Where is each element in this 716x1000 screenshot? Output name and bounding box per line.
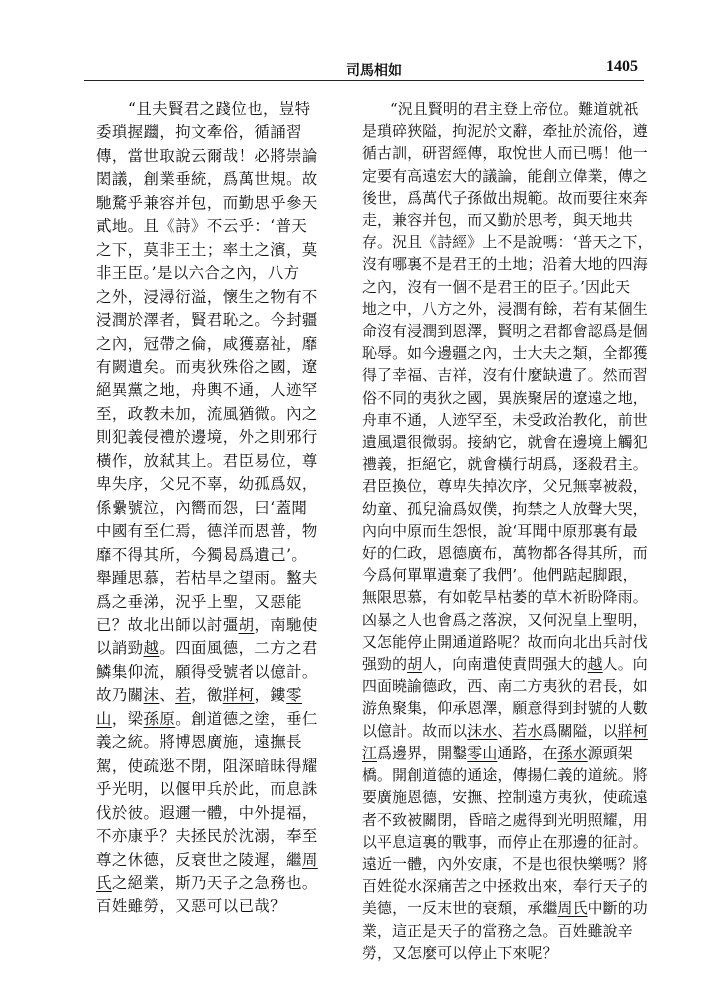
- text-line: [96, 544, 324, 567]
- text-line: [96, 403, 324, 426]
- text-segment: 卑失序，父兄不辜，幼孤爲奴，: [96, 475, 318, 494]
- text-line: [362, 453, 648, 475]
- text-line: [362, 764, 648, 786]
- text-segment: ，鏤: [254, 686, 287, 705]
- text-line: [362, 120, 648, 142]
- text-segment: 至，政教未加，流風猶微。內之: [96, 404, 318, 423]
- text-line: [362, 298, 648, 320]
- text-segment: 百姓雖勞，又惡可以已哉？: [96, 897, 287, 916]
- text-line: [96, 731, 324, 754]
- text-line: [96, 591, 324, 614]
- text-segment: 通路，在: [497, 743, 558, 762]
- text-segment: 又怎能停止開通道路呢？故而向北出兵討伐: [362, 632, 648, 651]
- text-line: [96, 567, 324, 590]
- proper-name: 孫水: [557, 743, 588, 762]
- page-number: 1405: [606, 58, 638, 75]
- text-line: [362, 498, 648, 520]
- proper-name: 越: [587, 655, 603, 674]
- text-line: [362, 697, 648, 719]
- text-line: [362, 897, 648, 919]
- text-line: [362, 475, 648, 497]
- text-segment: 君臣換位，尊卑失掉次序，父兄無辜被殺，: [362, 477, 648, 496]
- text-segment: 駕，使疏逖不閉，阻深暗昧得耀: [96, 756, 318, 775]
- proper-name: 氏: [96, 873, 112, 892]
- text-segment: 以億計。故而以: [362, 721, 468, 740]
- text-line: [362, 742, 640, 764]
- text-line: [362, 409, 648, 431]
- text-line: [96, 473, 324, 496]
- proper-name: 胡: [407, 655, 423, 674]
- text-segment: 伐於彼。遐邇一體，中外提福，: [96, 803, 318, 822]
- text-line: [362, 786, 648, 808]
- text-line: [362, 142, 648, 164]
- text-segment: “況且賢明的君主登上帝位。難道就祇: [390, 100, 639, 118]
- page-header: [84, 58, 644, 81]
- text-line: [362, 320, 648, 342]
- text-line: [362, 653, 648, 675]
- text-line: [96, 825, 324, 848]
- text-line: [96, 121, 324, 144]
- text-segment: 遺風還很微弱。接納它，就會在邊境上觸犯: [362, 433, 648, 452]
- proper-name: 孫原: [143, 709, 176, 728]
- text-line: [96, 286, 324, 309]
- proper-name: 越: [143, 639, 160, 658]
- proper-name: 胡: [238, 615, 255, 634]
- text-segment: 存。況且《詩經》上不是說嗎：‘普天之下，: [362, 233, 653, 252]
- text-segment: 循古訓，研習經傳，取悅世人而已嗎！他一: [362, 144, 648, 163]
- text-line: [96, 262, 324, 285]
- text-segment: 爲邊界，開鑿: [377, 743, 468, 762]
- text-segment: 、: [159, 686, 176, 705]
- text-segment: 美德，一反末世的衰頹，承繼: [362, 899, 558, 918]
- text-segment: 義之統。將博恩廣施，遠撫長: [96, 733, 302, 752]
- text-segment: 游魚聚集，仰承恩澤，願意得到封號的人數: [362, 699, 648, 718]
- text-line: [96, 778, 324, 801]
- text-line: [96, 802, 324, 825]
- text-segment: 爲之垂涕，況乎上聖，又惡能: [96, 592, 302, 611]
- proper-name: 沫: [143, 686, 160, 705]
- text-line: [362, 187, 648, 209]
- translation-column: [362, 98, 653, 964]
- text-line: [96, 168, 324, 191]
- text-segment: 禮義，拒絕它，就會橫行胡爲，逐殺君主。: [362, 455, 648, 474]
- text-line: [362, 831, 648, 853]
- text-line: [362, 165, 648, 187]
- text-segment: 人，向南遣使責問强大的: [422, 655, 588, 674]
- text-segment: 之內，沒有一個不是君王的臣子。’因此天: [362, 277, 631, 296]
- text-segment: 之絕業，斯乃天子之急務也。: [111, 873, 318, 892]
- text-line: [362, 942, 640, 964]
- text-line: [96, 98, 324, 121]
- text-segment: 遠近一體，內外安康，不是也很快樂嗎？將: [362, 854, 648, 873]
- text-line: [96, 895, 324, 918]
- proper-name: 牂柯: [222, 686, 255, 705]
- text-segment: 得了幸福、吉祥，沒有什麼缺遺了。然而習: [362, 366, 648, 385]
- text-line: [362, 98, 640, 120]
- text-line: [362, 231, 653, 253]
- text-line: [362, 920, 640, 942]
- proper-name: 周氏: [557, 899, 588, 918]
- text-segment: 橫作，放弒其上。君臣易位，尊: [96, 451, 318, 470]
- text-segment: 則犯義侵禮於邊境，外之則邪行: [96, 428, 318, 447]
- text-segment: 勞，又怎麼可以停止下來呢？: [362, 943, 558, 962]
- text-segment: 馳騖乎兼容并包，而勤思乎參天: [96, 193, 318, 212]
- text-line: [96, 755, 324, 778]
- text-segment: 之內，冠帶之倫，咸獲嘉祉，靡: [96, 334, 318, 353]
- text-segment: ，梁: [111, 709, 144, 728]
- text-line: [362, 209, 640, 231]
- text-line: [96, 684, 324, 707]
- text-line: [96, 239, 324, 262]
- text-line: [362, 364, 648, 386]
- text-segment: 貳地。且《詩》不云乎：‘普天: [96, 217, 308, 236]
- text-line: [362, 253, 648, 275]
- text-segment: 係纍號泣，內嚮而怨，曰‘蓋聞: [96, 498, 308, 517]
- text-segment: 浸潤於澤者，賢君恥之。今封疆: [96, 311, 318, 330]
- running-title: 司馬相如: [346, 63, 402, 79]
- text-line: [96, 426, 324, 449]
- text-segment: 走，兼容并包，而又勤於思考，與天地共: [362, 211, 633, 230]
- text-line: [96, 708, 324, 731]
- text-segment: 內向中原而生怨恨，說‘耳聞中原那裏有最: [362, 521, 638, 540]
- text-segment: 定要有高遠宏大的議論，能創立偉業，傳之: [362, 166, 648, 185]
- text-segment: 源頭架: [587, 743, 633, 762]
- text-segment: 委瑣握躖，拘文牽俗，循誦習: [96, 123, 302, 142]
- text-line: [96, 849, 324, 872]
- text-line: [96, 215, 324, 238]
- text-line: [96, 333, 324, 356]
- text-segment: 好的仁政，恩德廣布，萬物都各得其所，而: [362, 544, 648, 563]
- text-line: [96, 145, 324, 168]
- text-line: [362, 853, 648, 875]
- text-segment: 强勁的: [362, 655, 408, 674]
- text-segment: 舟車不通，人迹罕至，未受政治教化，前世: [362, 410, 648, 429]
- text-segment: 恥辱。如今邊疆之內，士大夫之類，全都獲: [362, 344, 648, 363]
- text-segment: 有闕遺矣。而夷狄殊俗之國，遼: [96, 357, 318, 376]
- proper-name: 沫水: [467, 721, 498, 740]
- text-line: [96, 192, 324, 215]
- text-line: [96, 661, 324, 684]
- text-segment: 乎光明，以偃甲兵於此，而息誅: [96, 780, 318, 799]
- text-segment: 不亦康乎？夫拯民於沈溺，奉至: [96, 827, 318, 846]
- text-segment: ，徼: [191, 686, 223, 705]
- proper-name: 山: [96, 709, 112, 728]
- text-line: [362, 276, 640, 298]
- text-line: [362, 609, 648, 631]
- text-segment: 橋。開創道德的通途，傳揚仁義的道統。將: [362, 766, 648, 785]
- text-segment: 。創道德之塗，垂仁: [175, 709, 318, 728]
- text-line: [96, 614, 324, 637]
- text-line: [96, 497, 324, 520]
- text-segment: 者不致被關閉，昏暗之處得到光明照耀，用: [362, 810, 648, 829]
- text-line: [362, 542, 648, 564]
- text-line: [362, 809, 648, 831]
- text-line: [362, 387, 648, 409]
- text-line: [96, 872, 324, 895]
- text-line: [362, 520, 640, 542]
- text-segment: 之外，浸潯衍溢，懷生之物有不: [96, 287, 318, 306]
- classical-text-column: [96, 98, 324, 919]
- text-segment: 。四面風德，二方之君: [159, 639, 318, 658]
- text-segment: 四面曉諭德政，西、南二方夷狄的君長，如: [362, 677, 648, 696]
- proper-name: 若水: [512, 721, 543, 740]
- proper-name: 零山: [467, 743, 498, 762]
- text-segment: 閎議，創業垂統，爲萬世規。故: [96, 170, 318, 189]
- proper-name: 周: [301, 850, 318, 869]
- proper-name: 江: [362, 743, 378, 762]
- proper-name: 若: [175, 686, 192, 705]
- text-segment: 地之中，八方之外，浸潤有餘，若有某個生: [362, 299, 648, 318]
- text-segment: 中斷的功: [587, 899, 648, 918]
- text-segment: 靡不得其所，今獨曷爲遺己’。: [96, 545, 308, 564]
- text-segment: 俗不同的夷狄之國，異族聚居的遼遠之地，: [362, 388, 648, 407]
- text-line: [362, 342, 648, 364]
- text-segment: 鱗集仰流，願得受號者以億計。: [96, 662, 318, 681]
- text-line: [96, 356, 324, 379]
- text-segment: 今爲何單單遺棄了我們’。他們踮起脚跟，: [362, 566, 638, 585]
- text-segment: 故乃關: [96, 686, 144, 705]
- text-segment: 要廣施恩德，安撫、控制遠方夷狄，使疏遠: [362, 788, 648, 807]
- text-segment: 命沒有浸潤到恩澤，賢明之君都會認爲是個: [362, 322, 648, 341]
- text-segment: 爲關隘，以: [542, 721, 618, 740]
- proper-name: 牂柯: [617, 721, 648, 740]
- text-segment: 以誚勁: [96, 639, 144, 658]
- text-segment: 幼童、孤兒淪爲奴僕，拘禁之人放聲大哭，: [362, 499, 648, 518]
- text-line: [362, 631, 648, 653]
- text-line: [362, 586, 648, 608]
- text-segment: 以平息這裏的戰事，而停止在那邊的征討。: [362, 832, 648, 851]
- text-segment: ，南馳使: [254, 615, 318, 634]
- text-segment: 百姓從水深痛苦之中拯救出來，奉行天子的: [362, 877, 648, 896]
- text-line: [362, 431, 648, 453]
- text-segment: 之下，莫非王土；率土之濱，莫: [96, 240, 318, 259]
- text-segment: 是瑣碎狹隘，拘泥於文辭，牽扯於流俗，遵: [362, 122, 648, 141]
- proper-name: 零: [286, 686, 302, 705]
- text-segment: 業，這正是天子的當務之急。百姓雖說辛: [362, 921, 633, 940]
- text-line: [96, 379, 324, 402]
- text-segment: 無限思慕，有如乾旱枯萎的草木祈盼降雨。: [362, 588, 648, 607]
- text-segment: 尊之休德，反衰世之陵遲，繼: [96, 850, 302, 869]
- text-line: [362, 720, 648, 742]
- text-segment: 沒有哪裏不是君王的土地；沿着大地的四海: [362, 255, 648, 274]
- text-line: [362, 875, 648, 897]
- text-segment: 、: [497, 721, 513, 740]
- text-segment: 人。向: [602, 655, 648, 674]
- text-segment: 中國有至仁焉，德洋而恩普，物: [96, 522, 318, 541]
- text-segment: “且夫賢君之踐位也，豈特: [128, 100, 311, 118]
- text-segment: 舉踵思慕，若枯旱之望雨。盭夫: [96, 569, 318, 588]
- text-line: [362, 564, 640, 586]
- text-segment: 傳，當世取說云爾哉！必將崇論: [96, 146, 318, 165]
- text-segment: 後世，爲萬代子孫做出規範。故而要往來奔: [362, 188, 648, 207]
- text-segment: 絕異黨之地，舟輿不通，人迹罕: [96, 381, 318, 400]
- text-line: [96, 520, 324, 543]
- text-line: [96, 450, 324, 473]
- text-line: [362, 675, 648, 697]
- text-segment: 已？故北出師以討彊: [96, 615, 239, 634]
- text-line: [96, 637, 324, 660]
- text-segment: 凶暴之人也會爲之落淚，又何況皇上聖明，: [362, 610, 648, 629]
- text-line: [96, 309, 324, 332]
- text-segment: 非王臣。’是以六合之內，八方: [96, 264, 300, 283]
